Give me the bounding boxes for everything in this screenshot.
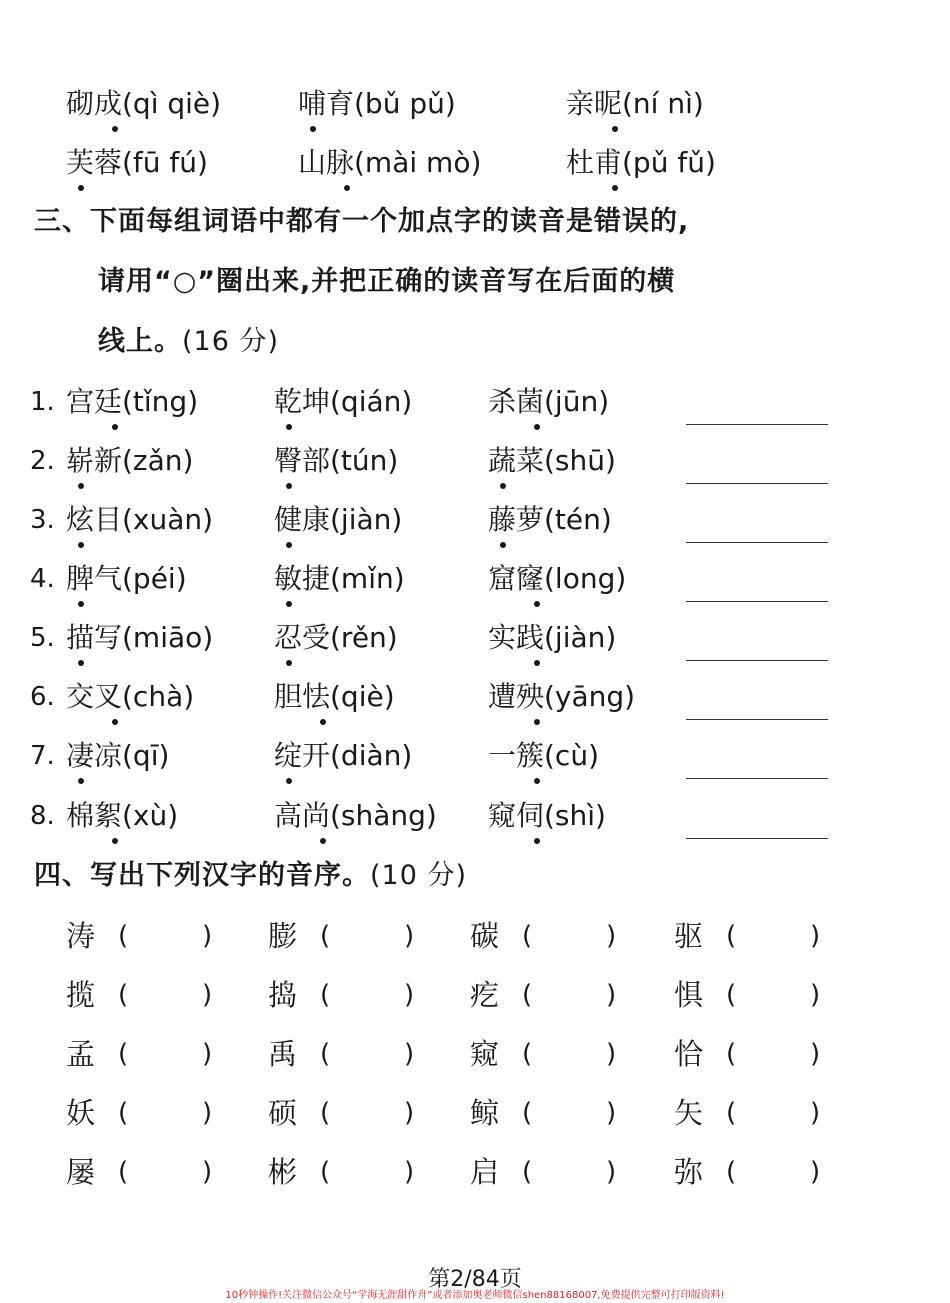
word-text: 乾坤(qián) [274, 385, 413, 418]
word-item [66, 500, 213, 540]
emphasis-dot [112, 719, 118, 725]
emphasis-dot [612, 126, 618, 132]
pinyin-choice-text: 砌成(qì qiè) [66, 87, 222, 120]
pinyin-choice-text: 杜甫(pǔ fǔ) [566, 146, 716, 179]
emphasis-dot [78, 660, 84, 666]
question-number: 2. [30, 446, 55, 476]
answer-paren-open[interactable]: ( [118, 1039, 129, 1069]
chinese-character: 屡 [66, 1155, 96, 1189]
phonetic-order-item [66, 1034, 266, 1074]
chinese-character: 禹 [268, 1037, 298, 1071]
word-item [488, 500, 612, 540]
phonetic-order-row [0, 1034, 950, 1084]
answer-paren-close: ) [404, 1098, 415, 1128]
chinese-character: 孟 [66, 1037, 96, 1071]
pinyin-choice-item [298, 143, 481, 183]
phonetic-order-item [674, 975, 874, 1015]
section4-score: (10 分) [370, 860, 468, 891]
answer-paren-close: ) [606, 1157, 617, 1187]
question-row [0, 441, 950, 491]
chinese-character: 捣 [268, 978, 298, 1012]
answer-paren-open[interactable]: ( [726, 1157, 737, 1187]
phonetic-order-item [66, 975, 266, 1015]
answer-paren-open[interactable]: ( [118, 1098, 129, 1128]
answer-line[interactable] [686, 838, 828, 839]
emphasis-dot [534, 601, 540, 607]
answer-paren-close: ) [810, 1098, 821, 1128]
answer-paren-open[interactable]: ( [726, 921, 737, 951]
emphasis-dot [78, 185, 84, 191]
section3-heading-tail: 线上。 [98, 326, 182, 357]
answer-paren-open[interactable]: ( [522, 1039, 533, 1069]
answer-paren-close: ) [606, 980, 617, 1010]
word-item [274, 618, 398, 658]
answer-paren-close: ) [202, 1098, 213, 1128]
word-item [274, 441, 398, 481]
pair-row [0, 143, 950, 203]
word-text: 窥伺(shì) [488, 799, 606, 832]
answer-paren-open[interactable]: ( [726, 980, 737, 1010]
phonetic-order-item [268, 975, 468, 1015]
word-text: 窟窿(long) [488, 562, 627, 595]
word-item [274, 382, 412, 422]
word-item [274, 500, 402, 540]
emphasis-dot [286, 483, 292, 489]
phonetic-order-item [66, 1093, 266, 1133]
emphasis-dot [286, 542, 292, 548]
emphasis-dot [78, 601, 84, 607]
phonetic-order-item [674, 1152, 874, 1192]
phonetic-order-item [470, 1152, 670, 1192]
chinese-character: 妖 [66, 1096, 96, 1130]
question-number: 6. [30, 682, 55, 712]
word-text: 敏捷(mǐn) [274, 562, 405, 595]
question-number: 7. [30, 741, 55, 771]
question-row [0, 796, 950, 846]
word-item [488, 559, 626, 599]
emphasis-dot [534, 660, 540, 666]
pinyin-choice-item [566, 143, 716, 183]
chinese-character: 鲸 [470, 1096, 500, 1130]
emphasis-dot [310, 126, 316, 132]
section3-score: (16 分) [182, 326, 280, 357]
question-row [0, 559, 950, 609]
phonetic-order-item [674, 1093, 874, 1133]
answer-paren-open[interactable]: ( [522, 1157, 533, 1187]
section4-heading [34, 856, 467, 896]
question-number: 8. [30, 801, 55, 831]
question-row [0, 736, 950, 786]
question-row [0, 677, 950, 727]
emphasis-dot [612, 185, 618, 191]
word-text: 藤萝(tén) [488, 503, 612, 536]
word-text: 杀菌(jūn) [488, 385, 610, 418]
emphasis-dot [534, 719, 540, 725]
phonetic-order-item [674, 916, 874, 956]
section4-heading-text: 四、写出下列汉字的音序。 [34, 860, 370, 891]
answer-paren-close: ) [606, 1039, 617, 1069]
phonetic-order-item [66, 916, 266, 956]
pinyin-choice-item [298, 84, 456, 124]
answer-paren-close: ) [404, 921, 415, 951]
emphasis-dot [112, 126, 118, 132]
answer-paren-open[interactable]: ( [118, 921, 129, 951]
answer-line[interactable] [686, 424, 828, 425]
answer-paren-close: ) [202, 980, 213, 1010]
question-row [0, 618, 950, 668]
phonetic-order-item [470, 1034, 670, 1074]
pinyin-choice-text: 哺育(bǔ pǔ) [298, 87, 456, 120]
word-item [274, 677, 395, 717]
answer-paren-close: ) [606, 921, 617, 951]
chinese-character: 揽 [66, 978, 96, 1012]
section3-heading-end [98, 322, 279, 362]
word-text: 崭新(zǎn) [66, 444, 194, 477]
word-text: 忍受(rěn) [274, 621, 398, 654]
phonetic-order-item [470, 1093, 670, 1133]
phonetic-order-row [0, 975, 950, 1025]
word-text: 健康(jiàn) [274, 503, 403, 536]
answer-paren-open[interactable]: ( [522, 921, 533, 951]
answer-paren-open[interactable]: ( [320, 921, 331, 951]
answer-paren-open[interactable]: ( [726, 1098, 737, 1128]
answer-paren-open[interactable]: ( [320, 1039, 331, 1069]
word-item [274, 736, 412, 776]
phonetic-order-item [470, 975, 670, 1015]
word-item [66, 559, 187, 599]
emphasis-dot [320, 838, 326, 844]
chinese-character: 碳 [470, 919, 500, 953]
chinese-character: 矢 [674, 1096, 704, 1130]
word-item [488, 382, 609, 422]
phonetic-order-item [268, 1034, 468, 1074]
answer-paren-open[interactable]: ( [320, 1098, 331, 1128]
word-text: 脾气(péi) [66, 562, 187, 595]
chinese-character: 涛 [66, 919, 96, 953]
answer-paren-close: ) [404, 980, 415, 1010]
word-item [66, 618, 213, 658]
phonetic-order-row [0, 1152, 950, 1202]
word-item [274, 559, 405, 599]
word-text: 炫目(xuàn) [66, 503, 214, 536]
answer-paren-close: ) [606, 1098, 617, 1128]
chinese-character: 窥 [470, 1037, 500, 1071]
phonetic-order-item [674, 1034, 874, 1074]
chinese-character: 彬 [268, 1155, 298, 1189]
footer-note: 10秒钟操作!关注微信公众号“学海无涯甜作舟”或者添加奥老师微信shen88168007,免费提供完整可打印版资料! [225, 1290, 725, 1301]
emphasis-dot [78, 542, 84, 548]
pinyin-choice-text: 亲昵(ní nì) [566, 87, 704, 120]
phonetic-order-row [0, 1093, 950, 1143]
phonetic-order-item [268, 1152, 468, 1192]
phonetic-order-item [268, 916, 468, 956]
word-item [66, 796, 178, 836]
word-text: 棉絮(xù) [66, 799, 179, 832]
answer-line[interactable] [686, 483, 828, 484]
phonetic-order-row [0, 916, 950, 966]
question-number: 3. [30, 505, 55, 535]
emphasis-dot [78, 778, 84, 784]
word-text: 实践(jiàn) [488, 621, 617, 654]
answer-paren-close: ) [810, 921, 821, 951]
word-text: 遭殃(yāng) [488, 680, 636, 713]
pinyin-choice-item [566, 84, 704, 124]
answer-paren-close: ) [810, 980, 821, 1010]
answer-paren-open[interactable]: ( [320, 1157, 331, 1187]
pinyin-choice-item [66, 84, 221, 124]
word-text: 宫廷(tǐng) [66, 385, 199, 418]
chinese-character: 惧 [674, 978, 704, 1012]
question-number: 1. [30, 387, 55, 417]
question-row [0, 500, 950, 550]
emphasis-dot [112, 424, 118, 430]
emphasis-dot [78, 483, 84, 489]
word-text: 绽开(diàn) [274, 739, 413, 772]
answer-paren-open[interactable]: ( [320, 980, 331, 1010]
phonetic-order-item [470, 916, 670, 956]
word-text: 高尚(shàng) [274, 799, 437, 832]
answer-paren-close: ) [404, 1157, 415, 1187]
answer-paren-close: ) [202, 1039, 213, 1069]
emphasis-dot [534, 838, 540, 844]
chinese-character: 恰 [674, 1037, 704, 1071]
answer-line[interactable] [686, 660, 828, 661]
answer-paren-open[interactable]: ( [522, 1098, 533, 1128]
word-item [488, 618, 616, 658]
emphasis-dot [320, 719, 326, 725]
word-text: 交叉(chà) [66, 680, 195, 713]
word-text: 蔬菜(shū) [488, 444, 616, 477]
answer-paren-close: ) [202, 921, 213, 951]
pair-row [0, 84, 950, 144]
pinyin-choice-text: 芙蓉(fū fú) [66, 146, 208, 179]
word-item [274, 796, 437, 836]
answer-line[interactable] [686, 601, 828, 602]
answer-paren-close: ) [202, 1157, 213, 1187]
page-number: 第2/84页 [428, 1267, 522, 1292]
emphasis-dot [286, 424, 292, 430]
emphasis-dot [286, 778, 292, 784]
word-item [66, 382, 198, 422]
word-text: 胆怯(qiè) [274, 680, 395, 713]
word-text: 描写(miāo) [66, 621, 214, 654]
answer-paren-close: ) [810, 1039, 821, 1069]
chinese-character: 启 [470, 1155, 500, 1189]
emphasis-dot [286, 601, 292, 607]
answer-line[interactable] [686, 778, 828, 779]
word-item [66, 736, 169, 776]
chinese-character: 硕 [268, 1096, 298, 1130]
word-text: 一簇(cù) [488, 739, 599, 772]
word-item [66, 441, 193, 481]
word-item [488, 736, 599, 776]
chinese-character: 弥 [674, 1155, 704, 1189]
word-item [488, 796, 606, 836]
answer-paren-open[interactable]: ( [118, 980, 129, 1010]
emphasis-dot [344, 185, 350, 191]
chinese-character: 膨 [268, 919, 298, 953]
emphasis-dot [534, 424, 540, 430]
answer-line[interactable] [686, 542, 828, 543]
word-item [488, 677, 635, 717]
emphasis-dot [534, 778, 540, 784]
emphasis-dot [500, 542, 506, 548]
word-item [488, 441, 616, 481]
phonetic-order-item [268, 1093, 468, 1133]
answer-paren-close: ) [810, 1157, 821, 1187]
answer-paren-open[interactable]: ( [522, 980, 533, 1010]
question-number: 5. [30, 623, 55, 653]
pinyin-choice-text: 山脉(mài mò) [298, 146, 482, 179]
question-row [0, 382, 950, 432]
answer-paren-open[interactable]: ( [118, 1157, 129, 1187]
answer-paren-open[interactable]: ( [726, 1039, 737, 1069]
word-item [66, 677, 194, 717]
phonetic-order-item [66, 1152, 266, 1192]
answer-line[interactable] [686, 719, 828, 720]
section3-heading: 三、下面每组词语中都有一个加点字的读音是错误的, [34, 206, 690, 237]
emphasis-dot [500, 483, 506, 489]
emphasis-dot [112, 838, 118, 844]
answer-paren-close: ) [404, 1039, 415, 1069]
question-number: 4. [30, 564, 55, 594]
pinyin-choice-item [66, 143, 208, 183]
word-text: 臀部(tún) [274, 444, 399, 477]
section3-heading-cont: 请用“○”圈出来,并把正确的读音写在后面的横 [98, 266, 676, 297]
chinese-character: 驱 [674, 919, 704, 953]
emphasis-dot [286, 660, 292, 666]
word-text: 凄凉(qī) [66, 739, 170, 772]
chinese-character: 疙 [470, 978, 500, 1012]
